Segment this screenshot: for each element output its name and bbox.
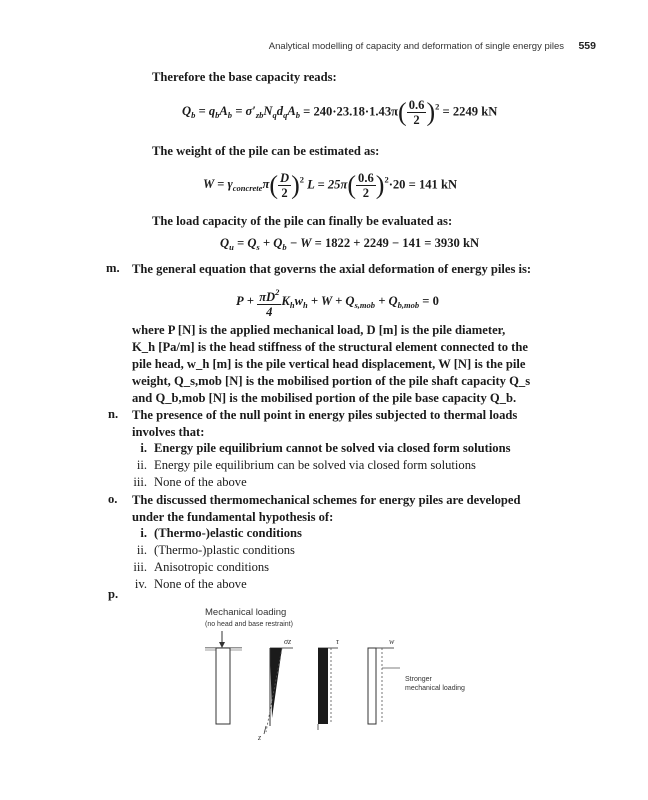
item-n-option-3-label: iii.	[133, 475, 147, 489]
eq2-fraction-numerator: 0.6	[358, 171, 374, 185]
item-n-marker: n.	[108, 407, 119, 421]
eq2-fraction-denominator: 2	[362, 186, 370, 200]
figure-title: Mechanical loading	[205, 607, 287, 618]
item-n-option-3[interactable]: None of the above	[154, 475, 247, 489]
running-header-title: Analytical modelling of capacity and deformation of single energy piles	[268, 41, 564, 52]
item-m-marker: m.	[106, 261, 120, 275]
item-o-question-2: under the fundamental hypothesis of:	[132, 510, 334, 524]
equation-base-capacity: $Q_b = q_bA_b = \sigma'_{zb}N_qd_qA_b = 240\cdot 23.18\cdot 1.43\pi$( $\frac{0.6}{2}$ )$^2$ = 2249 kN	[182, 97, 498, 127]
item-o-marker: o.	[108, 492, 118, 506]
item-o-option-3[interactable]: Anisotropic conditions	[154, 560, 270, 574]
axis-sigma-label: σz	[284, 637, 292, 646]
item-m-explanation-5: and Q_b,mob [N] is the mobilised portion of the pile base capacity Q_b.	[132, 391, 517, 405]
item-n-option-1-label: i.	[140, 441, 147, 455]
equation-load-capacity-result: = 1822 + 2249 − 141 = 3930 kN	[314, 236, 480, 250]
eq1-fraction-denominator: 2	[413, 113, 420, 127]
eq1-fraction-numerator: 0.6	[408, 98, 425, 112]
item-m-explanation-2: K_h [Pa/m] is the head stiffness of the structural element connected to the	[132, 340, 528, 354]
weight-intro: The weight of the pile can be estimated as:	[152, 144, 380, 158]
mechanical-loading-figure	[0, 600, 648, 800]
shear-stress-profile	[318, 648, 328, 724]
item-o-option-2[interactable]: (Thermo-)plastic conditions	[154, 543, 295, 557]
load-arrow-icon	[219, 631, 225, 648]
page-number: 559	[578, 40, 596, 52]
equation-base-capacity-numbers: = 240·23.18·1.43π	[303, 104, 399, 119]
item-m-question: The general equation that governs the axial deformation of energy piles is:	[132, 262, 532, 276]
z-arrow-icon	[264, 726, 266, 734]
item-o-option-3-label: iii.	[133, 560, 147, 574]
equation-axial-deformation: P + $\frac{\pi D^2}{4}$ $K_hw_h + W + Q_{s,mob} + Q_{b,mob} = 0$	[236, 287, 439, 319]
item-n-option-1[interactable]: Energy pile equilibrium cannot be solved via closed form solutions	[154, 441, 511, 455]
item-n-question-2: involves that:	[132, 425, 205, 439]
item-o-option-1[interactable]: (Thermo-)elastic conditions	[154, 526, 302, 540]
annotation-line-1: Stronger	[405, 676, 432, 683]
annotation-line-2: mechanical loading	[405, 685, 465, 692]
figure-subtitle: (no head and base restraint)	[205, 621, 293, 628]
equation-base-capacity-result: = 2249 kN	[442, 104, 498, 119]
item-m-explanation-4: weight, Q_s,mob [N] is the mobilised portion of the pile shaft capacity Q_s	[132, 374, 531, 388]
equation-pile-weight: $W = \gamma_{concrete}\pi$( $\frac{D}{2}$ )$^2$ L = 25π( $\frac{0.6}{2}$ )$^2$·20 = 141 kN	[203, 170, 458, 200]
equation-pile-weight-result: ·20 = 141 kN	[388, 177, 458, 192]
pile-outline	[216, 648, 230, 724]
base-capacity-intro: Therefore the base capacity reads:	[152, 70, 337, 84]
item-o-question-1: The discussed thermomechanical schemes for energy piles are developed	[132, 493, 521, 507]
item-o-option-2-label: ii.	[136, 543, 147, 557]
load-capacity-intro: The load capacity of the pile can finally be evaluated as:	[152, 214, 453, 228]
equation-pile-weight-middle: L = 25π	[307, 177, 348, 192]
item-n-question-1: The presence of the null point in energy piles subjected to thermal loads	[132, 408, 518, 422]
axis-z-label: z	[258, 733, 262, 742]
item-n-option-2[interactable]: Energy pile equilibrium can be solved via closed form solutions	[154, 458, 476, 472]
item-m-explanation-1: where P [N] is the applied mechanical load, D [m] is the pile diameter,	[132, 323, 506, 337]
item-o-option-4-label: iv.	[134, 577, 147, 591]
item-m-explanation-3: pile head, w_h [m] is the pile vertical head displacement, W [N] is the pile	[132, 357, 526, 371]
axis-w-label: w	[389, 637, 395, 646]
item-o-option-4[interactable]: None of the above	[154, 577, 247, 591]
axial-stress-profile	[270, 648, 282, 718]
displacement-profile	[368, 648, 376, 724]
axis-tau-label: τ	[336, 637, 339, 646]
item-p-marker: p.	[108, 587, 119, 601]
item-o-option-1-label: i.	[140, 526, 147, 540]
running-header	[0, 41, 648, 55]
equation-load-capacity: $Q_u = Q_s + Q_b - W = 1822 + 2249 - 141 = 3930$ kN	[220, 236, 480, 252]
item-n-option-2-label: ii.	[136, 458, 147, 472]
